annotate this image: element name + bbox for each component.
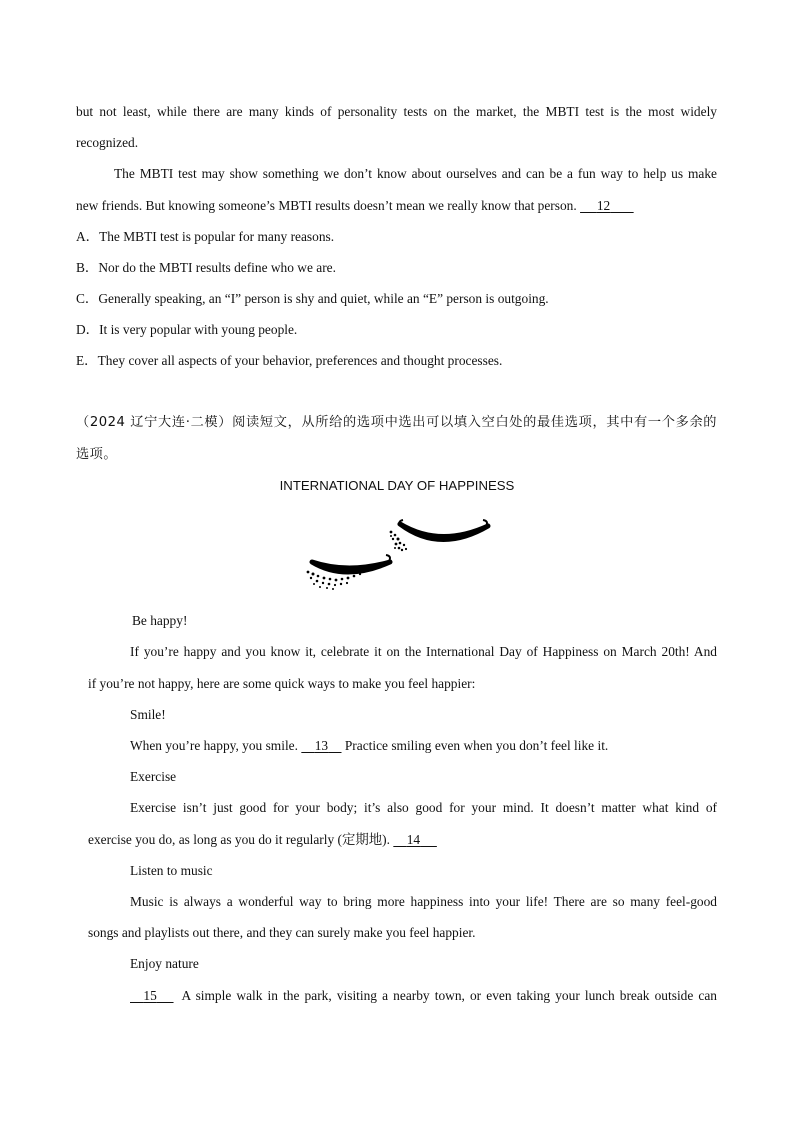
passage1-line4 xyxy=(76,197,634,215)
smiling-eyes-icon xyxy=(300,512,500,592)
option-c-letter: C． xyxy=(76,291,99,306)
blank-15-number: 15 xyxy=(143,988,157,1003)
option-e-text: They cover all aspects of your behavior, preferences and thought processes. xyxy=(97,353,503,368)
option-c-text: Generally speaking, an “I” person is shy and quiet, while an “E” person is outgoing. xyxy=(98,291,549,306)
option-b-text: Nor do the MBTI results define who we are. xyxy=(98,260,336,275)
be-happy-heading: Be happy! xyxy=(132,613,188,628)
smile-heading: Smile! xyxy=(130,707,166,722)
exercise-line2-text: exercise you do, as long as you do it regularly (定期地). xyxy=(88,832,390,847)
option-a xyxy=(76,228,334,246)
nature-line1-text: A simple walk in the park, visiting a nearby town, or even taking your lunch break outside can xyxy=(181,988,717,1003)
blank-15[interactable] xyxy=(130,987,174,1005)
option-a-letter: A． xyxy=(76,229,100,244)
instruction-line1: （2024 辽宁大连·二模）阅读短文，从所给的选项中选出可以填入空白处的最佳选项，其中有一个多余的 xyxy=(76,415,717,430)
option-d-letter: D． xyxy=(76,322,100,337)
option-a-text: The MBTI test is popular for many reasons. xyxy=(99,229,335,244)
option-b xyxy=(76,259,336,277)
music-line2: songs and playlists out there, and they can surely make you feel happier. xyxy=(88,925,476,940)
option-e xyxy=(76,352,502,370)
exercise-line2 xyxy=(88,831,437,849)
instruction-line2: 选项。 xyxy=(76,447,118,462)
blank-14[interactable] xyxy=(393,831,437,849)
smile-text-a: When you’re happy, you smile. xyxy=(130,738,298,753)
nature-heading: Enjoy nature xyxy=(130,956,199,971)
music-line1: Music is always a wonderful way to bring more happiness into your life! There are so many feel-good xyxy=(130,894,717,909)
blank-14-number: 14 xyxy=(406,832,421,847)
option-d-text: It is very popular with young people. xyxy=(99,322,298,337)
music-heading: Listen to music xyxy=(130,863,213,878)
intro-line2: if you’re not happy, here are some quick ways to make you feel happier: xyxy=(88,676,476,691)
option-e-letter: E． xyxy=(76,353,98,368)
passage-title: INTERNATIONAL DAY OF HAPPINESS xyxy=(279,478,515,493)
blank-13[interactable] xyxy=(301,737,341,755)
passage1-line2: recognized. xyxy=(76,135,139,150)
blank-12-number: 12 xyxy=(596,198,611,213)
passage1-line3: The MBTI test may show something we don’t know about ourselves and can be a fun way to help us make xyxy=(114,166,717,181)
option-b-letter: B． xyxy=(76,260,99,275)
passage1-line4-text: new friends. But knowing someone’s MBTI results doesn’t mean we really know that person. xyxy=(76,198,577,213)
option-d xyxy=(76,321,297,339)
passage1-line1: but not least, while there are many kinds of personality tests on the market, the MBTI test is the most widely xyxy=(76,104,717,119)
blank-12[interactable] xyxy=(580,197,634,215)
intro-line1: If you’re happy and you know it, celebrate it on the International Day of Happiness on March 20th! And xyxy=(130,644,717,659)
exercise-line1: Exercise isn’t just good for your body; it’s also good for your mind. It doesn’t matter what kind of xyxy=(130,800,717,815)
option-c xyxy=(76,290,549,308)
smile-paragraph xyxy=(130,737,608,755)
exercise-heading: Exercise xyxy=(130,769,177,784)
blank-13-number: 13 xyxy=(314,738,329,753)
smile-text-b: Practice smiling even when you don’t feel like it. xyxy=(344,738,609,753)
nature-line1 xyxy=(130,987,717,1005)
